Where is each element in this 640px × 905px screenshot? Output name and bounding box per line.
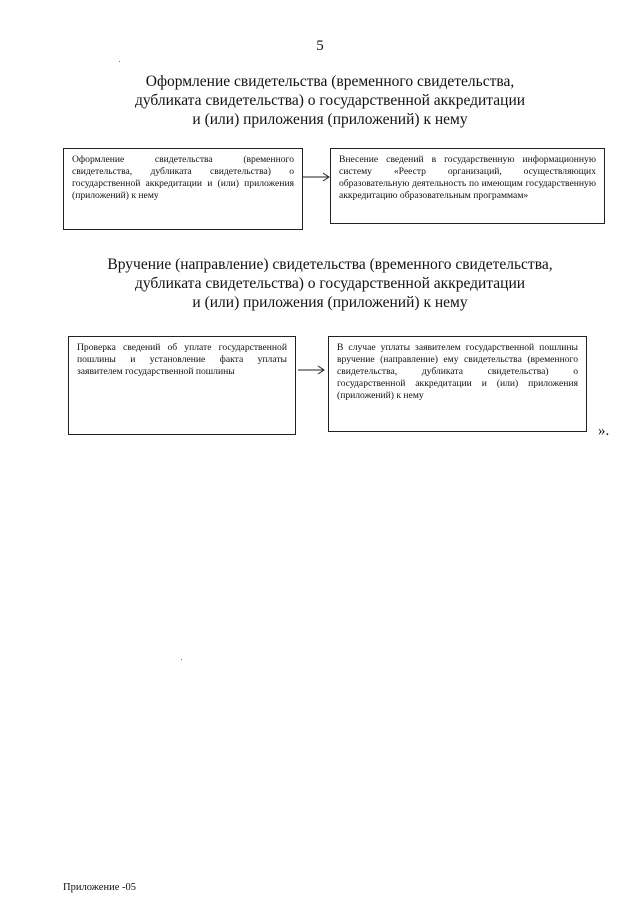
flow-box-certificate-delivery: В случае уплаты заявителем государственной пошлины вручение (направление) ему свидетельства (временного свидетельства, дубликата свидетельства) о государственной аккредитации и (или) приложения (приложений) к нему <box>328 336 587 432</box>
section-heading-issuance <box>80 72 580 129</box>
section-heading-delivery <box>80 255 580 312</box>
flow-arrow-icon <box>303 172 331 182</box>
scan-speck <box>119 61 120 62</box>
closing-quote: ». <box>598 423 610 439</box>
heading-line: дубликата свидетельства) о государственной аккредитации <box>134 275 526 292</box>
flow-box-fee-verification: Проверка сведений об уплате государственной пошлины и установление факта уплаты заявителем государственной пошлины <box>68 336 296 435</box>
heading-line: и (или) приложения (приложений) к нему <box>192 111 468 128</box>
heading-line: дубликата свидетельства) о государственной аккредитации <box>134 92 526 109</box>
heading-line: Оформление свидетельства (временного свидетельства, <box>145 73 515 90</box>
flow-box-certificate-preparation: Оформление свидетельства (временного свидетельства, дубликата свидетельства) о государственной аккредитации и (или) приложения (приложений) к нему <box>63 148 303 230</box>
flow-arrow-icon <box>298 365 326 375</box>
heading-line: и (или) приложения (приложений) к нему <box>192 294 468 311</box>
footer-attachment-label: Приложение -05 <box>63 882 136 893</box>
flow-box-registry-entry: Внесение сведений в государственную информационную систему «Реестр организаций, осуществляющих образовательную деятельность по имеющим государственную аккредитацию образовательным программам» <box>330 148 605 224</box>
heading-line: Вручение (направление) свидетельства (временного свидетельства, <box>107 256 553 273</box>
page-number: 5 <box>316 38 324 54</box>
scan-speck <box>181 659 182 660</box>
